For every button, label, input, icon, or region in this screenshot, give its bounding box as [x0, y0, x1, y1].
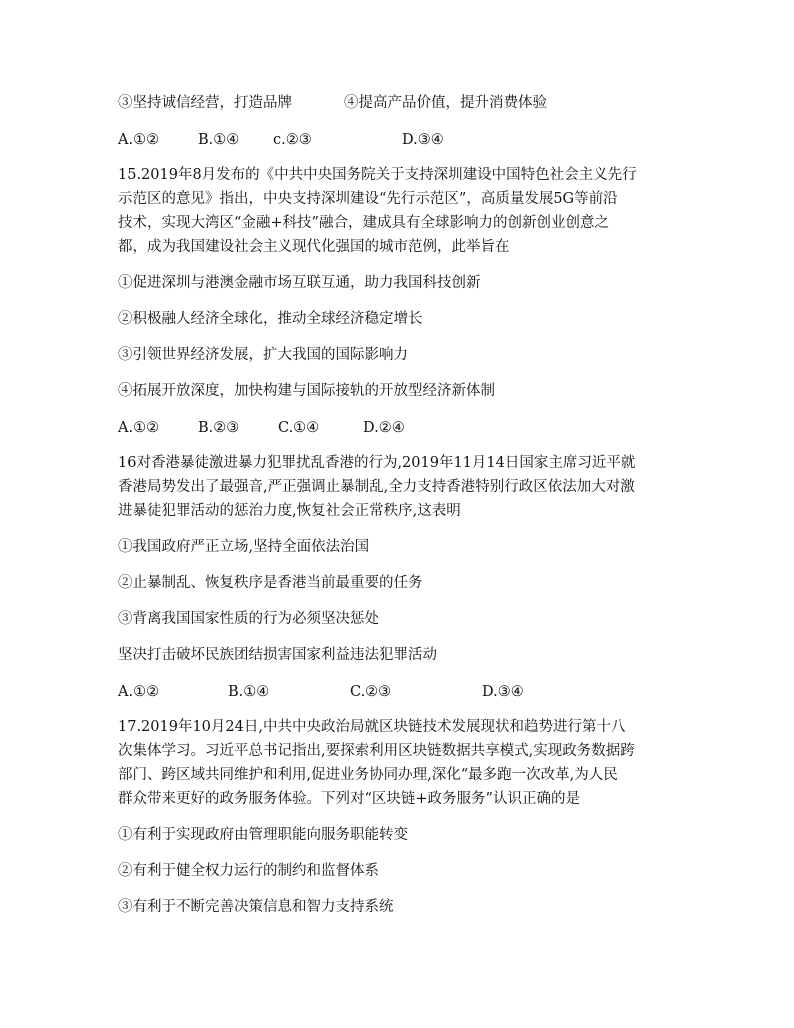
q17-stem-line-4: 群众带来更好的政务服务体验。下列对“区块链+政务服务”认识正确的是	[118, 791, 580, 807]
q17-statement-3: ③有利于不断完善决策信息和智力支持系统	[118, 899, 394, 915]
q15-option-c: C.①④	[278, 420, 320, 436]
q16-option-a: A.①②	[118, 684, 160, 700]
q15-stem-line-2: 示范区的意见》指出，中央支持深圳建设“先行示范区”，高质量发展5G等前沿	[118, 191, 618, 207]
q16-stem-line-1: 16对香港暴徒激进暴力犯罪扰乱香港的行为,2019年11月14日国家主席习近平就	[118, 455, 636, 471]
q16-statement-2: ②止暴制乱、恢复秩序是香港当前最重要的任务	[118, 575, 423, 591]
q15-statement-2: ②积极融人经济全球化，推动全球经济稳定增长	[118, 311, 423, 327]
q16-option-c: C.②③	[350, 684, 392, 700]
q14-option-c: c.②③	[273, 132, 312, 148]
q15-statement-3: ③引领世界经济发展，扩大我国的国际影响力	[118, 347, 408, 363]
q15-stem-line-4: 都，成为我国建设社会主义现代化强国的城市范例，此举旨在	[118, 239, 510, 255]
q15-statement-1: ①促进深圳与港澳金融市场互联互通，助力我国科技创新	[118, 275, 481, 291]
q16-option-d: D.③④	[482, 684, 524, 700]
q16-stem-line-3: 进暴徒犯罪活动的惩治力度,恢复社会正常秩序,这表明	[118, 503, 461, 519]
q16-stem	[118, 451, 635, 523]
q14-option-b: B.①④	[198, 132, 240, 148]
q15-statement-4: ④拓展开放深度，加快构建与国际接轨的开放型经济新体制	[118, 383, 495, 399]
q14-option-d: D.③④	[402, 132, 444, 148]
q15-option-a: A.①②	[118, 420, 160, 436]
q15-stem-line-1: 15.2019年8月发布的《中共中央国务院关于支持深圳建设中国特色社会主义先行	[118, 167, 637, 183]
q15-option-b: B.②③	[198, 420, 240, 436]
q17-statement-2: ②有利于健全权力运行的制约和监督体系	[118, 863, 379, 879]
q17-stem-line-1: 17.2019年10月24日,中共中央政治局就区块链技术发展现状和趋势进行第十八	[118, 719, 626, 735]
q17-stem-line-3: 部门、跨区域共同维护和利用,促进业务协同办理,深化“最多跑一次改革,为人民	[118, 767, 618, 783]
q17-stem	[118, 715, 635, 811]
q16-statement-4: 坚决打击破坏民族团结损害国家利益违法犯罪活动	[118, 647, 437, 663]
q17-stem-line-2: 次集体学习。习近平总书记指出,要探索利用区块链数据共享模式,实现政务数据跨	[118, 743, 635, 759]
q14-option-a: A.①②	[118, 132, 160, 148]
q16-option-b: B.①④	[228, 684, 270, 700]
q17-statement-1: ①有利于实现政府由管理职能向服务职能转变	[118, 827, 408, 843]
q14-statement-4: ④提高产品价值，提升消费体验	[344, 95, 547, 111]
q16-stem-line-2: 香港局势发出了最强音,严正强调止暴制乱,全力支持香港特别行政区依法加大对激	[118, 479, 635, 495]
q16-statement-1: ①我国政府严正立场,坚持全面依法治国	[118, 539, 370, 555]
q15-stem-line-3: 技术，实现大湾区“金融+科技”融合，建成具有全球影响力的创新创业创意之	[118, 215, 609, 231]
q14-statement-3: ③坚持诚信经营，打造品牌	[118, 95, 292, 111]
q15-stem	[118, 163, 637, 259]
q16-statement-3: ③背离我国国家性质的行为必须坚决惩处	[118, 611, 379, 627]
q15-option-d: D.②④	[363, 420, 405, 436]
